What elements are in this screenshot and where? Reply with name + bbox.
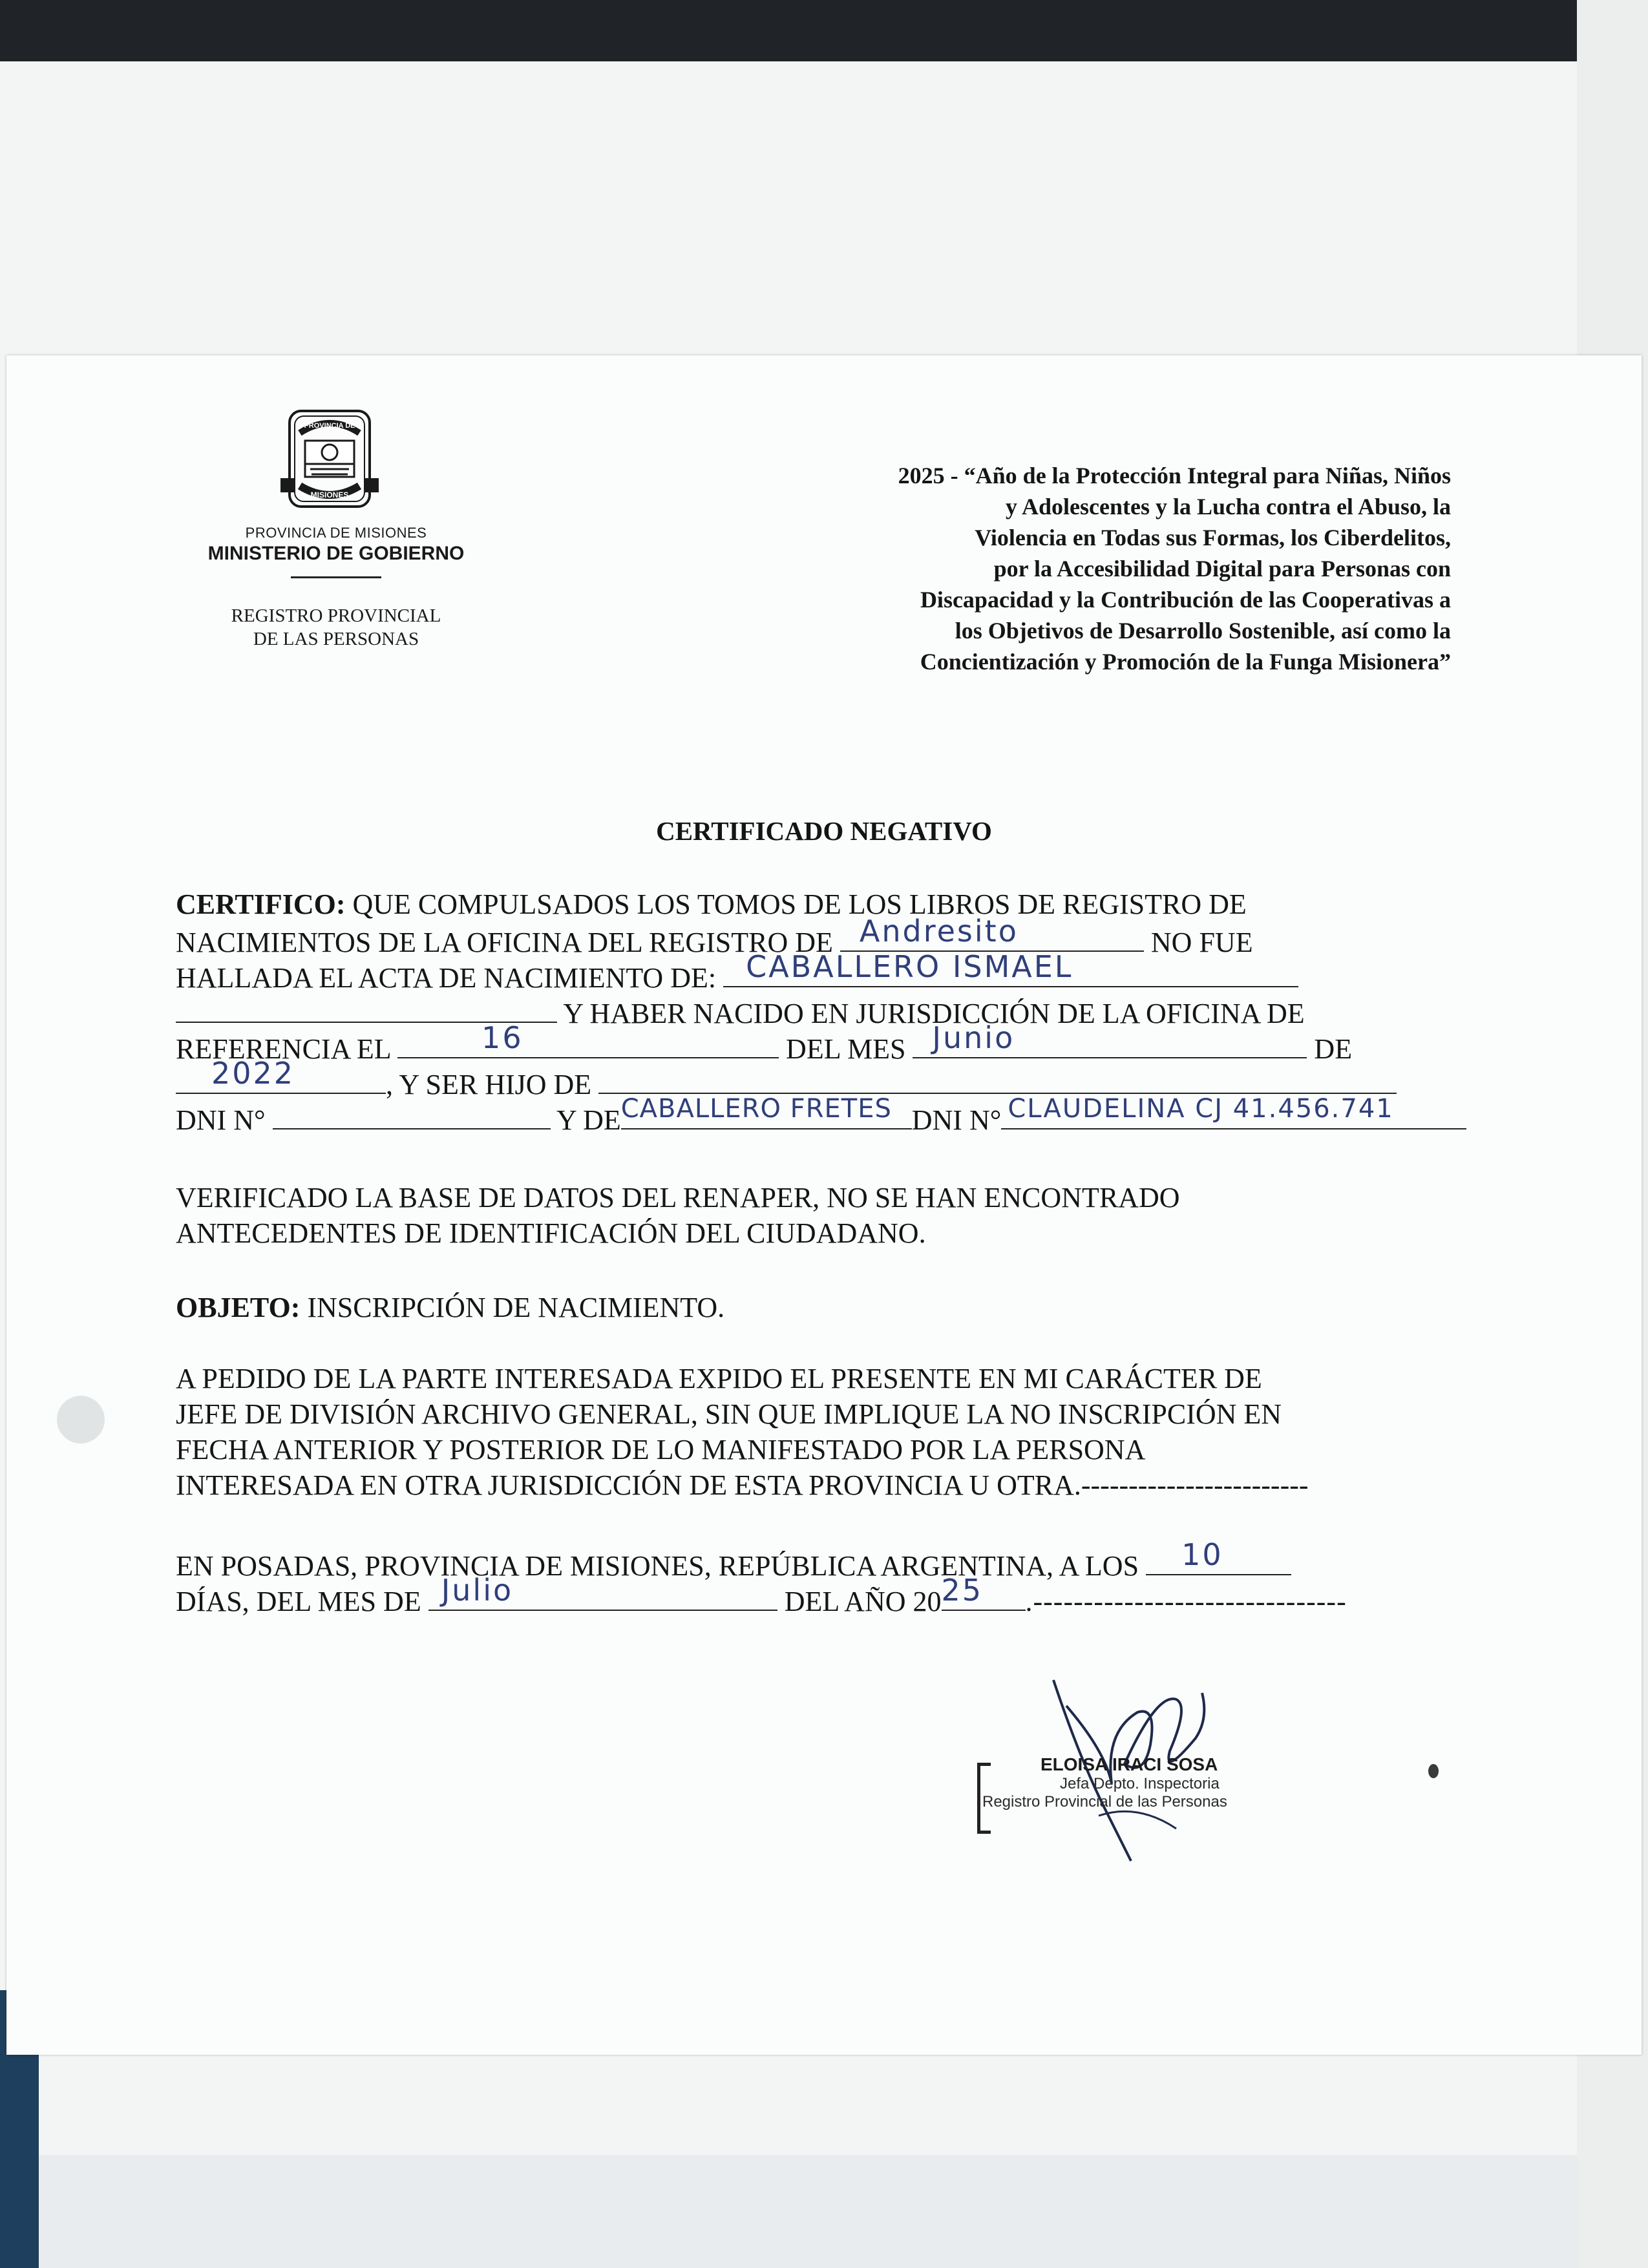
birth-month-handwritten: Junio bbox=[932, 1020, 1015, 1055]
registry-line-2: DE LAS PERSONAS bbox=[253, 629, 419, 649]
stamp-name: ELOISA IRACI SOSA bbox=[1041, 1754, 1218, 1774]
child-name-handwritten: CABALLERO ISMAEL bbox=[746, 949, 1073, 984]
closing-text: DÍAS, DEL MES DE bbox=[176, 1586, 428, 1617]
year-motto-line: por la Accesibilidad Digital para Personas con bbox=[993, 556, 1451, 582]
pedido-line: FECHA ANTERIOR Y POSTERIOR DE LO MANIFESTADO POR LA PERSONA bbox=[176, 1434, 1146, 1465]
punch-hole bbox=[57, 1396, 105, 1444]
birth-day-field bbox=[397, 1020, 779, 1058]
seal-text-top: PROVINCIA DE bbox=[304, 422, 355, 430]
renaper-line: VERIFICADO LA BASE DE DATOS DEL RENAPER, NO SE HAN ENCONTRADO bbox=[176, 1182, 1180, 1213]
birth-month-field bbox=[913, 1020, 1307, 1058]
office-field bbox=[840, 914, 1144, 952]
year-motto-line: Discapacidad y la Contribución de las Cooperativas a bbox=[920, 587, 1451, 613]
certifico-text: DEL MES bbox=[779, 1033, 913, 1065]
mother-dni-handwritten: CLAUDELINA CJ 41.456.741 bbox=[1008, 1094, 1394, 1124]
year-motto-line: Violencia en Todas sus Formas, los Ciberdelitos, bbox=[975, 525, 1451, 551]
certifico-text: NACIMIENTOS DE LA OFICINA DEL REGISTRO DE bbox=[176, 927, 840, 958]
mother-name-field bbox=[620, 1094, 912, 1129]
issue-month-field bbox=[428, 1573, 777, 1611]
certifico-text: DNI N° bbox=[911, 1104, 1002, 1136]
document-title: CERTIFICADO NEGATIVO bbox=[656, 816, 992, 846]
mother-dni-field bbox=[1001, 1094, 1466, 1129]
closing-text: DEL AÑO 20 bbox=[777, 1586, 942, 1617]
pedido-line: JEFE DE DIVISIÓN ARCHIVO GENERAL, SIN QUE IMPLIQUE LA NO INSCRIPCIÓN EN bbox=[176, 1398, 1282, 1430]
issue-year-field bbox=[941, 1573, 1026, 1611]
scan-dark-border bbox=[0, 0, 1577, 71]
issue-month-handwritten: Julio bbox=[441, 1573, 514, 1608]
closing-dashes: .------------------------------- bbox=[1025, 1586, 1347, 1617]
official-stamp bbox=[982, 1754, 1318, 1811]
certifico-text: NO FUE bbox=[1143, 927, 1253, 958]
certifico-paragraph bbox=[176, 887, 1488, 1135]
mother-name-handwritten: CABALLERO FRETES bbox=[620, 1094, 892, 1124]
certifico-text: QUE COMPULSADOS LOS TOMOS DE LOS LIBROS DE REGISTRO DE bbox=[345, 888, 1247, 920]
pedido-paragraph bbox=[176, 1361, 1488, 1503]
ministry-block bbox=[142, 525, 530, 578]
certifico-text: HALLADA EL ACTA DE NACIMIENTO DE: bbox=[176, 962, 724, 994]
year-motto-line: los Objetivos de Desarrollo Sostenible, así como la bbox=[955, 618, 1451, 644]
closing-paragraph bbox=[176, 1537, 1488, 1617]
certifico-text: Y HABER NACIDO EN JURISDICCIÓN DE LA OFICINA DE bbox=[557, 998, 1305, 1029]
ministry-name: MINISTERIO DE GOBIERNO bbox=[207, 543, 465, 564]
issue-year-handwritten: 25 bbox=[941, 1573, 984, 1608]
objeto-label: OBJETO: bbox=[176, 1292, 301, 1323]
renaper-paragraph bbox=[176, 1180, 1488, 1251]
birth-year-handwritten: 2022 bbox=[211, 1056, 295, 1091]
ink-dot bbox=[1428, 1764, 1439, 1778]
stamp-office: Registro Provincial de las Personas bbox=[982, 1793, 1227, 1811]
office-handwritten: Andresito bbox=[859, 914, 1019, 949]
issue-day-handwritten: 10 bbox=[1181, 1537, 1223, 1572]
certifico-text: DE bbox=[1307, 1033, 1353, 1065]
registry-block bbox=[155, 604, 517, 651]
year-motto-line: Concientización y Promoción de la Funga Misionera” bbox=[920, 649, 1451, 675]
child-name-field bbox=[723, 949, 1298, 987]
year-motto-line: y Adolescentes y la Lucha contra el Abuso, la bbox=[1005, 494, 1451, 520]
stamp-role: Jefa Depto. Inspectoria bbox=[1060, 1775, 1220, 1792]
ministry-divider bbox=[291, 576, 381, 578]
pedido-line: A PEDIDO DE LA PARTE INTERESADA EXPIDO EL PRESENTE EN MI CARÁCTER DE bbox=[176, 1363, 1262, 1394]
province-name: PROVINCIA DE MISIONES bbox=[245, 525, 427, 541]
pedido-line: INTERESADA EN OTRA JURISDICCIÓN DE ESTA PROVINCIA U OTRA.------------------------ bbox=[176, 1469, 1309, 1501]
certifico-text: DNI N° bbox=[176, 1104, 273, 1136]
child-name-field-cont bbox=[176, 993, 557, 1023]
province-seal-icon bbox=[271, 407, 388, 510]
year-motto bbox=[611, 460, 1451, 677]
birth-year-field bbox=[176, 1056, 386, 1094]
certifico-text: Y DE bbox=[550, 1104, 621, 1136]
father-name-field bbox=[598, 1064, 1397, 1094]
year-motto-line: 2025 - “Año de la Protección Integral para Niñas, Niños bbox=[898, 463, 1451, 488]
certifico-label: CERTIFICO: bbox=[176, 888, 346, 920]
renaper-line: ANTECEDENTES DE IDENTIFICACIÓN DEL CIUDADANO. bbox=[176, 1217, 926, 1249]
closing-text: EN POSADAS, PROVINCIA DE MISIONES, REPÚBLICA ARGENTINA, A LOS bbox=[176, 1550, 1146, 1582]
issue-day-field bbox=[1146, 1537, 1291, 1575]
registry-line-1: REGISTRO PROVINCIAL bbox=[231, 605, 441, 626]
certifico-text: , Y SER HIJO DE bbox=[386, 1069, 599, 1100]
father-dni-field bbox=[273, 1100, 551, 1129]
birth-day-handwritten: 16 bbox=[481, 1020, 523, 1055]
certifico-text: REFERENCIA EL bbox=[176, 1033, 398, 1065]
objeto-text: INSCRIPCIÓN DE NACIMIENTO. bbox=[300, 1292, 725, 1323]
seal-text-bottom: MISIONES bbox=[310, 490, 349, 499]
objeto-paragraph bbox=[176, 1290, 1488, 1325]
